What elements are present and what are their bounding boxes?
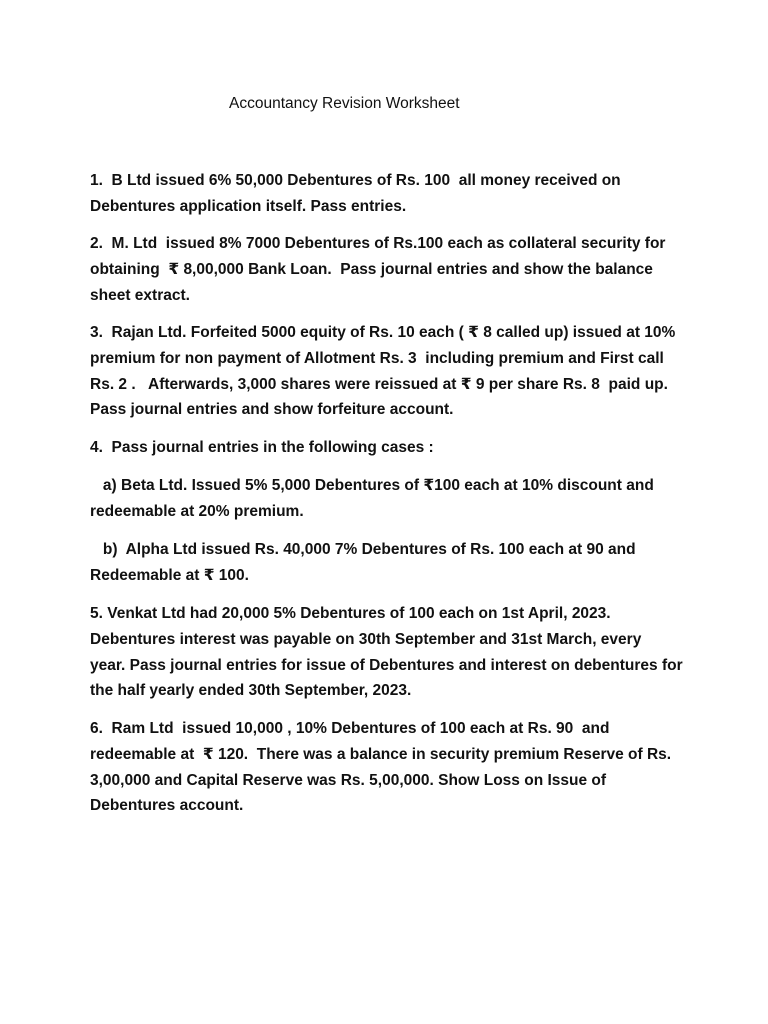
question-line: year. Pass journal entries for issue of Debentures and interest on debentures for — [90, 656, 683, 674]
question-line: 1. B Ltd issued 6% 50,000 Debentures of Rs. 100 all money received on — [90, 172, 621, 189]
question-line: redeemable at ₹ 120. There was a balance in security premium Reserve of Rs. — [90, 745, 672, 763]
question-3 — [90, 320, 730, 423]
question-6 — [90, 716, 730, 819]
question-line: b) Alpha Ltd issued Rs. 40,000 7% Debentures of Rs. 100 each at 90 and — [90, 541, 636, 558]
question-line: 5. Venkat Ltd had 20,000 5% Debentures of 100 each on 1st April, 2023. — [90, 605, 611, 622]
question-line: Rs. 2 . Afterwards, 3,000 shares were reissued at ₹ 9 per share Rs. 8 paid up. — [90, 375, 668, 393]
question-line: 6. Ram Ltd issued 10,000 , 10% Debentures of 100 each at Rs. 90 and — [90, 720, 610, 737]
question-4 — [90, 435, 730, 461]
question-line: premium for non payment of Allotment Rs. 3 including premium and First call — [90, 349, 664, 367]
question-line: Pass journal entries and show forfeiture account. — [90, 401, 454, 419]
question-line: 4. Pass journal entries in the following cases : — [90, 439, 434, 456]
question-2 — [90, 231, 730, 308]
question-line: 3,00,000 and Capital Reserve was Rs. 5,00,000. Show Loss on Issue of — [90, 771, 607, 789]
question-line: Redeemable at ₹ 100. — [90, 566, 249, 584]
question-5 — [90, 601, 730, 704]
question-line: Debentures interest was payable on 30th September and 31st March, every — [90, 630, 642, 648]
question-line: Debentures application itself. Pass entries. — [90, 197, 407, 215]
page-title: Accountancy Revision Worksheet — [229, 95, 460, 112]
question-line: 3. Rajan Ltd. Forfeited 5000 equity of Rs. 10 each ( ₹ 8 called up) issued at 10% — [90, 324, 676, 341]
question-line: obtaining ₹ 8,00,000 Bank Loan. Pass journal entries and show the balance — [90, 260, 653, 278]
question-4b — [90, 537, 730, 589]
question-line: a) Beta Ltd. Issued 5% 5,000 Debentures of ₹100 each at 10% discount and — [90, 477, 654, 494]
question-4a — [90, 473, 730, 525]
question-line: 2. M. Ltd issued 8% 7000 Debentures of Rs.100 each as collateral security for — [90, 235, 666, 252]
question-line: the half yearly ended 30th September, 2023. — [90, 682, 412, 700]
question-line: redeemable at 20% premium. — [90, 502, 304, 520]
question-line: sheet extract. — [90, 286, 190, 304]
question-line: Debentures account. — [90, 797, 244, 815]
question-1 — [90, 168, 730, 220]
